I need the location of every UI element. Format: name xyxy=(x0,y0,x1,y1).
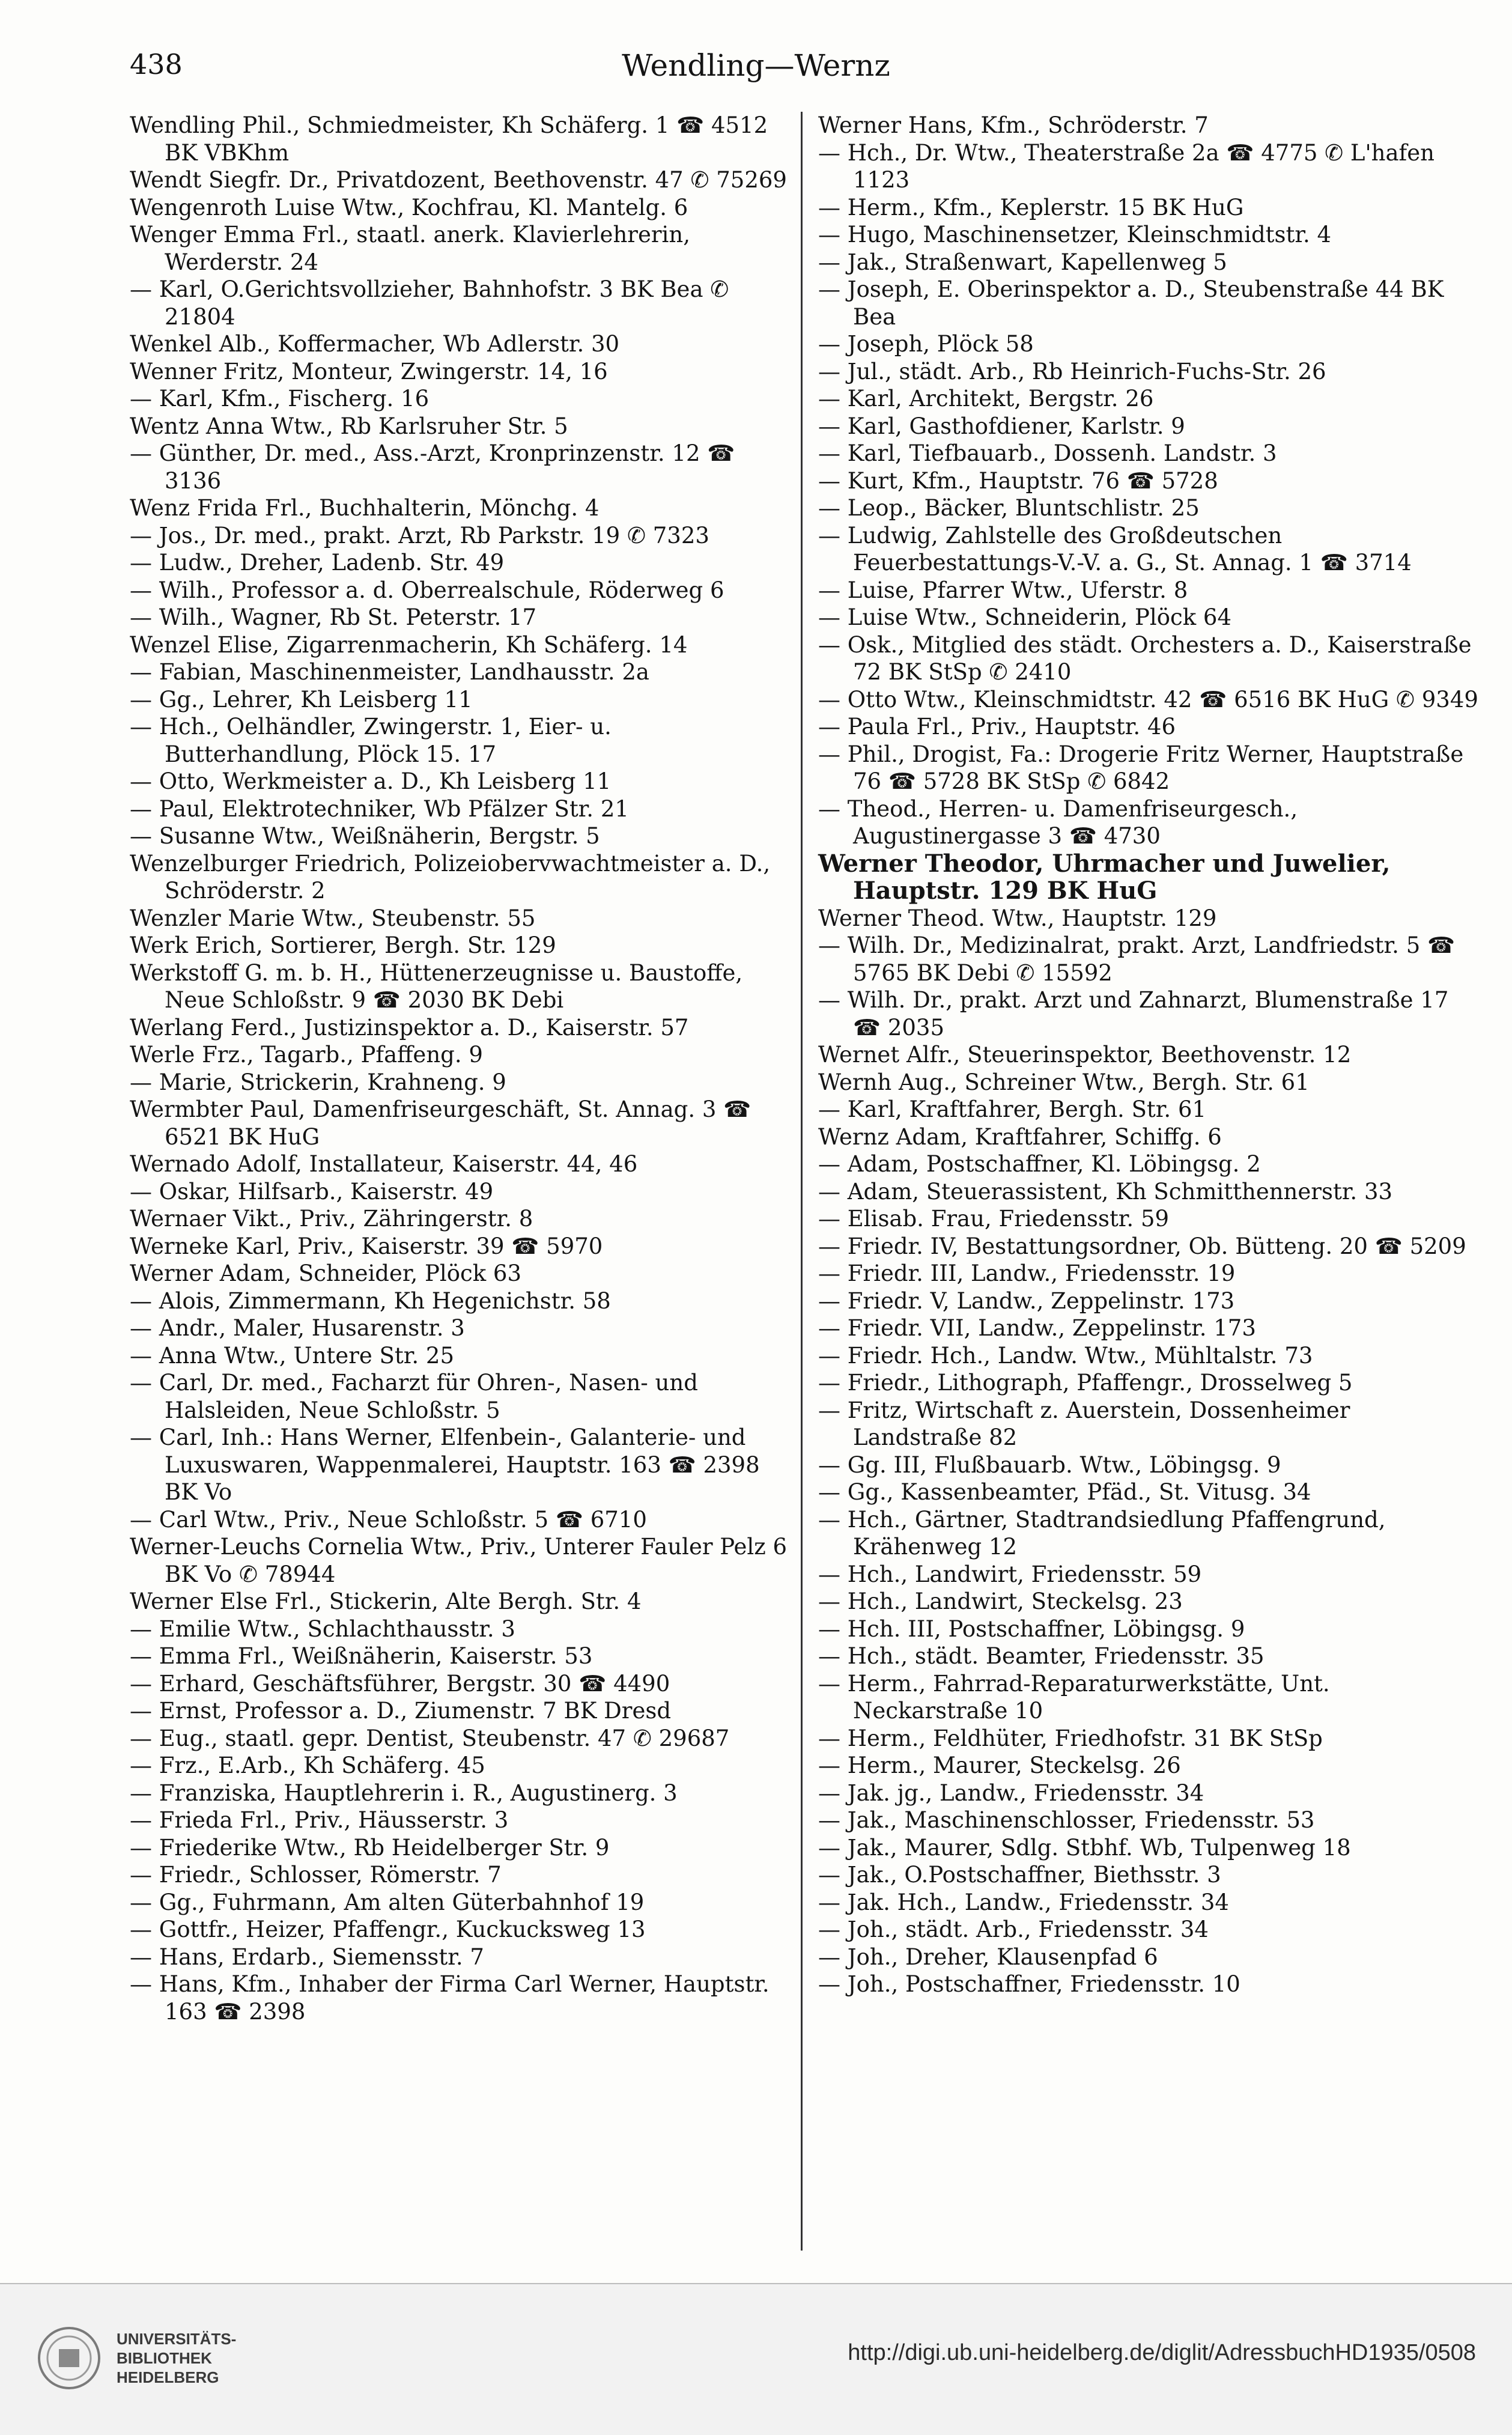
directory-entry: — Emilie Wtw., Schlachthausstr. 3 xyxy=(130,1616,515,1642)
column-divider xyxy=(801,112,803,2251)
directory-entry: — Karl, Kraftfahrer, Bergh. Str. 61 xyxy=(818,1096,1207,1122)
directory-entry: — Hch., Landwirt, Friedensstr. 59 xyxy=(818,1561,1202,1587)
directory-entry: — Friedr., Schlosser, Römerstr. 7 xyxy=(130,1862,502,1888)
directory-entry: Wenkel Alb., Koffermacher, Wb Adlerstr. 30 xyxy=(130,331,620,357)
library-name: UNIVERSITÄTS- BIBLIOTHEK HEIDELBERG xyxy=(117,2330,237,2386)
directory-entry: Werner Adam, Schneider, Plöck 63 xyxy=(130,1260,522,1286)
directory-entry: — Otto Wtw., Kleinschmidtstr. 42 ☎ 6516 BK HuG ✆ 9349 xyxy=(818,686,1478,713)
directory-entry: Werner Theodor, Uhrmacher und Juwelier, Hauptstr. 129 BK HuG xyxy=(818,849,1391,905)
directory-entry: — Joh., Postschaffner, Friedensstr. 10 xyxy=(818,1971,1240,1997)
directory-entry: — Luise Wtw., Schneiderin, Plöck 64 xyxy=(818,604,1232,630)
directory-entry: Werner Hans, Kfm., Schröderstr. 7 xyxy=(818,112,1209,138)
directory-entry: Wendt Siegfr. Dr., Privatdozent, Beethovenstr. 47 ✆ 75269 xyxy=(130,167,787,193)
directory-entry: — Paul, Elektrotechniker, Wb Pfälzer Str. 21 xyxy=(130,795,629,822)
directory-entry: — Hch. III, Postschaffner, Löbingsg. 9 xyxy=(818,1616,1245,1642)
directory-entry: — Karl, Kfm., Fischerg. 16 xyxy=(130,386,430,412)
library-logo xyxy=(36,2325,236,2391)
directory-entry: — Gg., Fuhrmann, Am alten Güterbahnhof 19 xyxy=(130,1889,645,1915)
directory-entry: — Hch., städt. Beamter, Friedensstr. 35 xyxy=(818,1643,1265,1669)
directory-entry: — Karl, Gasthofdiener, Karlstr. 9 xyxy=(818,413,1185,439)
source-url[interactable]: http://digi.ub.uni-heidelberg.de/diglit/AdressbuchHD1935/0508 xyxy=(848,2340,1476,2365)
directory-entry: — Carl, Dr. med., Facharzt für Ohren-, Nasen- und Halsleiden, Neue Schloßstr. 5 xyxy=(130,1370,698,1423)
directory-entry: — Emma Frl., Weißnäherin, Kaiserstr. 53 xyxy=(130,1643,593,1669)
left-column xyxy=(130,112,794,2025)
directory-entry: — Günther, Dr. med., Ass.-Arzt, Kronprinzenstr. 12 ☎ 3136 xyxy=(130,440,735,494)
directory-entry: — Ludw., Dreher, Ladenb. Str. 49 xyxy=(130,550,505,576)
directory-entry: — Friedr. III, Landw., Friedensstr. 19 xyxy=(818,1260,1236,1286)
page-number: 438 xyxy=(130,48,183,81)
directory-entry: Werk Erich, Sortierer, Bergh. Str. 129 xyxy=(130,932,556,958)
directory-entry: — Joh., Dreher, Klausenpfad 6 xyxy=(818,1944,1158,1970)
directory-entry: Wenzler Marie Wtw., Steubenstr. 55 xyxy=(130,905,536,931)
directory-entry: Wenzelburger Friedrich, Polizeiobervwachtmeister a. D., Schröderstr. 2 xyxy=(130,850,771,904)
directory-entry: Wenner Fritz, Monteur, Zwingerstr. 14, 16 xyxy=(130,358,608,385)
directory-entry: — Fabian, Maschinenmeister, Landhausstr. 2a xyxy=(130,659,649,685)
directory-entry: — Karl, Architekt, Bergstr. 26 xyxy=(818,386,1154,412)
directory-entry: — Jul., städt. Arb., Rb Heinrich-Fuchs-Str. 26 xyxy=(818,358,1326,385)
directory-entry: — Hch., Landwirt, Steckelsg. 23 xyxy=(818,1588,1183,1614)
directory-entry: Werner Theod. Wtw., Hauptstr. 129 xyxy=(818,905,1217,931)
directory-entry: Wernado Adolf, Installateur, Kaiserstr. 44, 46 xyxy=(130,1151,638,1177)
directory-entry: — Hans, Erdarb., Siemensstr. 7 xyxy=(130,1944,484,1970)
directory-entry: — Joseph, E. Oberinspektor a. D., Steubenstraße 44 BK Bea xyxy=(818,276,1444,330)
directory-entry: — Friederike Wtw., Rb Heidelberger Str. 9 xyxy=(130,1834,610,1861)
directory-entry: — Jak. jg., Landw., Friedensstr. 34 xyxy=(818,1780,1204,1806)
directory-entry: — Franziska, Hauptlehrerin i. R., Augustinerg. 3 xyxy=(130,1780,678,1806)
directory-entry: — Adam, Postschaffner, Kl. Löbingsg. 2 xyxy=(818,1151,1261,1177)
directory-entry: Wernet Alfr., Steuerinspektor, Beethovenstr. 12 xyxy=(818,1042,1352,1068)
directory-entry: — Herm., Kfm., Keplerstr. 15 BK HuG xyxy=(818,194,1244,220)
running-head: Wendling—Wernz xyxy=(622,48,890,83)
directory-entry: — Gg., Kassenbeamter, Pfäd., St. Vitusg. 34 xyxy=(818,1479,1311,1505)
directory-entry: — Alois, Zimmermann, Kh Hegenichstr. 58 xyxy=(130,1287,611,1314)
directory-entry: — Karl, O.Gerichtsvollzieher, Bahnhofstr. 3 BK Bea ✆ 21804 xyxy=(130,276,729,330)
directory-entry: Wenger Emma Frl., staatl. anerk. Klavierlehrerin, Werderstr. 24 xyxy=(130,222,690,275)
directory-entry: Wernh Aug., Schreiner Wtw., Bergh. Str. 61 xyxy=(818,1069,1310,1095)
directory-entry: Wenzel Elise, Zigarrenmacherin, Kh Schäferg. 14 xyxy=(130,631,688,658)
directory-entry: — Phil., Drogist, Fa.: Drogerie Fritz Werner, Hauptstraße 76 ☎ 5728 BK StSp ✆ 6842 xyxy=(818,741,1464,794)
directory-entry: — Hch., Oelhändler, Zwingerstr. 1, Eier- u. Butterhandlung, Plöck 15. 17 xyxy=(130,714,612,767)
directory-entry: — Eug., staatl. gepr. Dentist, Steubenstr. 47 ✆ 29687 xyxy=(130,1725,730,1751)
directory-entry: — Otto, Werkmeister a. D., Kh Leisberg 11 xyxy=(130,768,612,794)
directory-entry: — Friedr. Hch., Landw. Wtw., Mühltalstr. 73 xyxy=(818,1342,1313,1369)
directory-entry: — Frieda Frl., Priv., Häusserstr. 3 xyxy=(130,1807,509,1833)
directory-entry: Wengenroth Luise Wtw., Kochfrau, Kl. Mantelg. 6 xyxy=(130,194,688,220)
directory-entry: — Carl Wtw., Priv., Neue Schloßstr. 5 ☎ 6710 xyxy=(130,1506,647,1533)
directory-entry: — Joseph, Plöck 58 xyxy=(818,331,1034,357)
directory-entry: — Jak., Maurer, Sdlg. Stbhf. Wb, Tulpenweg 18 xyxy=(818,1834,1351,1861)
directory-entry: — Jak. Hch., Landw., Friedensstr. 34 xyxy=(818,1889,1229,1915)
directory-entry: — Hch., Dr. Wtw., Theaterstraße 2a ☎ 4775 ✆ L'hafen 1123 xyxy=(818,139,1435,193)
directory-entry: Werkstoff G. m. b. H., Hüttenerzeugnisse u. Baustoffe, Neue Schloßstr. 9 ☎ 2030 BK Debi xyxy=(130,959,743,1013)
directory-entry: — Friedr., Lithograph, Pfaffengr., Drosselweg 5 xyxy=(818,1370,1353,1396)
directory-entry: — Wilh. Dr., Medizinalrat, prakt. Arzt, Landfriedstr. 5 ☎ 5765 BK Debi ✆ 15592 xyxy=(818,932,1456,986)
directory-entry: — Kurt, Kfm., Hauptstr. 76 ☎ 5728 xyxy=(818,467,1218,494)
directory-entry: Wernaer Vikt., Priv., Zähringerstr. 8 xyxy=(130,1206,533,1232)
directory-entry: — Adam, Steuerassistent, Kh Schmitthennerstr. 33 xyxy=(818,1178,1393,1205)
directory-entry: — Friedr. IV, Bestattungsordner, Ob. Bütteng. 20 ☎ 5209 xyxy=(818,1233,1466,1259)
directory-entry: Wendling Phil., Schmiedmeister, Kh Schäferg. 1 ☎ 4512 BK VBKhm xyxy=(130,112,768,166)
directory-entry: — Oskar, Hilfsarb., Kaiserstr. 49 xyxy=(130,1178,494,1205)
directory-entry: — Friedr. VII, Landw., Zeppelinstr. 173 xyxy=(818,1315,1256,1341)
directory-entry: — Hans, Kfm., Inhaber der Firma Carl Werner, Hauptstr. 163 ☎ 2398 xyxy=(130,1971,770,2025)
directory-entry: — Jak., Maschinenschlosser, Friedensstr. 53 xyxy=(818,1807,1315,1833)
directory-entry: Werner-Leuchs Cornelia Wtw., Priv., Unterer Fauler Pelz 6 BK Vo ✆ 78944 xyxy=(130,1534,788,1587)
directory-entry: — Joh., städt. Arb., Friedensstr. 34 xyxy=(818,1917,1209,1942)
directory-entry: — Fritz, Wirtschaft z. Auerstein, Dossenheimer Landstraße 82 xyxy=(818,1397,1350,1450)
directory-entry: Werle Frz., Tagarb., Pfaffeng. 9 xyxy=(130,1042,483,1068)
directory-entry: — Gg., Lehrer, Kh Leisberg 11 xyxy=(130,686,473,713)
directory-entry: Werner Else Frl., Stickerin, Alte Bergh. Str. 4 xyxy=(130,1588,642,1614)
directory-entry: — Jak., O.Postschaffner, Biethsstr. 3 xyxy=(818,1862,1221,1888)
directory-entry: — Herm., Feldhüter, Friedhofstr. 31 BK StSp xyxy=(818,1725,1323,1751)
directory-entry: Wentz Anna Wtw., Rb Karlsruher Str. 5 xyxy=(130,413,568,439)
directory-entry: — Frz., E.Arb., Kh Schäferg. 45 xyxy=(130,1753,485,1778)
directory-entry: — Ernst, Professor a. D., Ziumenstr. 7 BK Dresd xyxy=(130,1698,672,1724)
directory-entry: — Carl, Inh.: Hans Werner, Elfenbein-, Galanterie- und Luxuswaren, Wappenmalerei, Hauptstr. 163 ☎ 2398 BK Vo xyxy=(130,1424,760,1505)
directory-entry: — Leop., Bäcker, Bluntschlistr. 25 xyxy=(818,495,1200,521)
directory-entry: — Herm., Fahrrad-Reparaturwerkstätte, Unt. Neckarstraße 10 xyxy=(818,1670,1330,1724)
directory-entry: — Luise, Pfarrer Wtw., Uferstr. 8 xyxy=(818,577,1188,603)
directory-entry: Wernz Adam, Kraftfahrer, Schiffg. 6 xyxy=(818,1123,1222,1150)
directory-entry: Wermbter Paul, Damenfriseurgeschäft, St. Annag. 3 ☎ 6521 BK HuG xyxy=(130,1096,751,1150)
directory-entry: — Ludwig, Zahlstelle des Großdeutschen Feuerbestattungs-V.-V. a. G., St. Annag. 1 ☎ 3714 xyxy=(818,522,1412,576)
directory-entry: — Friedr. V, Landw., Zeppelinstr. 173 xyxy=(818,1287,1235,1314)
directory-entry: — Hch., Gärtner, Stadtrandsiedlung Pfaffengrund, Krähenweg 12 xyxy=(818,1506,1386,1560)
directory-entry: — Jak., Straßenwart, Kapellenweg 5 xyxy=(818,249,1227,275)
directory-entry: — Wilh., Wagner, Rb St. Peterstr. 17 xyxy=(130,604,537,630)
directory-entry: — Andr., Maler, Husarenstr. 3 xyxy=(130,1315,465,1341)
directory-entry: — Wilh., Professor a. d. Oberrealschule, Röderweg 6 xyxy=(130,577,724,603)
directory-entry: — Theod., Herren- u. Damenfriseurgesch., Augustinergasse 3 ☎ 4730 xyxy=(818,795,1298,849)
directory-entry: — Hugo, Maschinensetzer, Kleinschmidtstr. 4 xyxy=(818,222,1332,248)
directory-entry: — Elisab. Frau, Friedensstr. 59 xyxy=(818,1206,1170,1232)
directory-entry: — Marie, Strickerin, Krahneng. 9 xyxy=(130,1069,506,1095)
right-column xyxy=(818,112,1482,1998)
directory-entry: — Osk., Mitglied des städt. Orchesters a. D., Kaiserstraße 72 BK StSp ✆ 2410 xyxy=(818,631,1472,685)
directory-entry: — Herm., Maurer, Steckelsg. 26 xyxy=(818,1753,1181,1778)
directory-entry: Werneke Karl, Priv., Kaiserstr. 39 ☎ 5970 xyxy=(130,1233,603,1259)
directory-entry: — Gg. III, Flußbauarb. Wtw., Löbingsg. 9 xyxy=(818,1452,1281,1478)
directory-entry: — Susanne Wtw., Weißnäherin, Bergstr. 5 xyxy=(130,823,600,849)
directory-entry: — Jos., Dr. med., prakt. Arzt, Rb Parkstr. 19 ✆ 7323 xyxy=(130,522,709,549)
directory-entry: Werlang Ferd., Justizinspektor a. D., Kaiserstr. 57 xyxy=(130,1014,689,1041)
directory-entry: — Erhard, Geschäftsführer, Bergstr. 30 ☎ 4490 xyxy=(130,1670,670,1697)
directory-entry: — Anna Wtw., Untere Str. 25 xyxy=(130,1342,454,1369)
directory-entry: — Paula Frl., Priv., Hauptstr. 46 xyxy=(818,714,1176,740)
directory-entry: — Wilh. Dr., prakt. Arzt und Zahnarzt, Blumenstraße 17 ☎ 2035 xyxy=(818,987,1449,1041)
directory-entry: Wenz Frida Frl., Buchhalterin, Mönchg. 4 xyxy=(130,495,600,521)
directory-entry: — Karl, Tiefbauarb., Dossenh. Landstr. 3 xyxy=(818,440,1277,466)
directory-entry: — Gottfr., Heizer, Pfaffengr., Kuckucksweg 13 xyxy=(130,1917,646,1942)
library-seal-icon xyxy=(36,2325,102,2391)
